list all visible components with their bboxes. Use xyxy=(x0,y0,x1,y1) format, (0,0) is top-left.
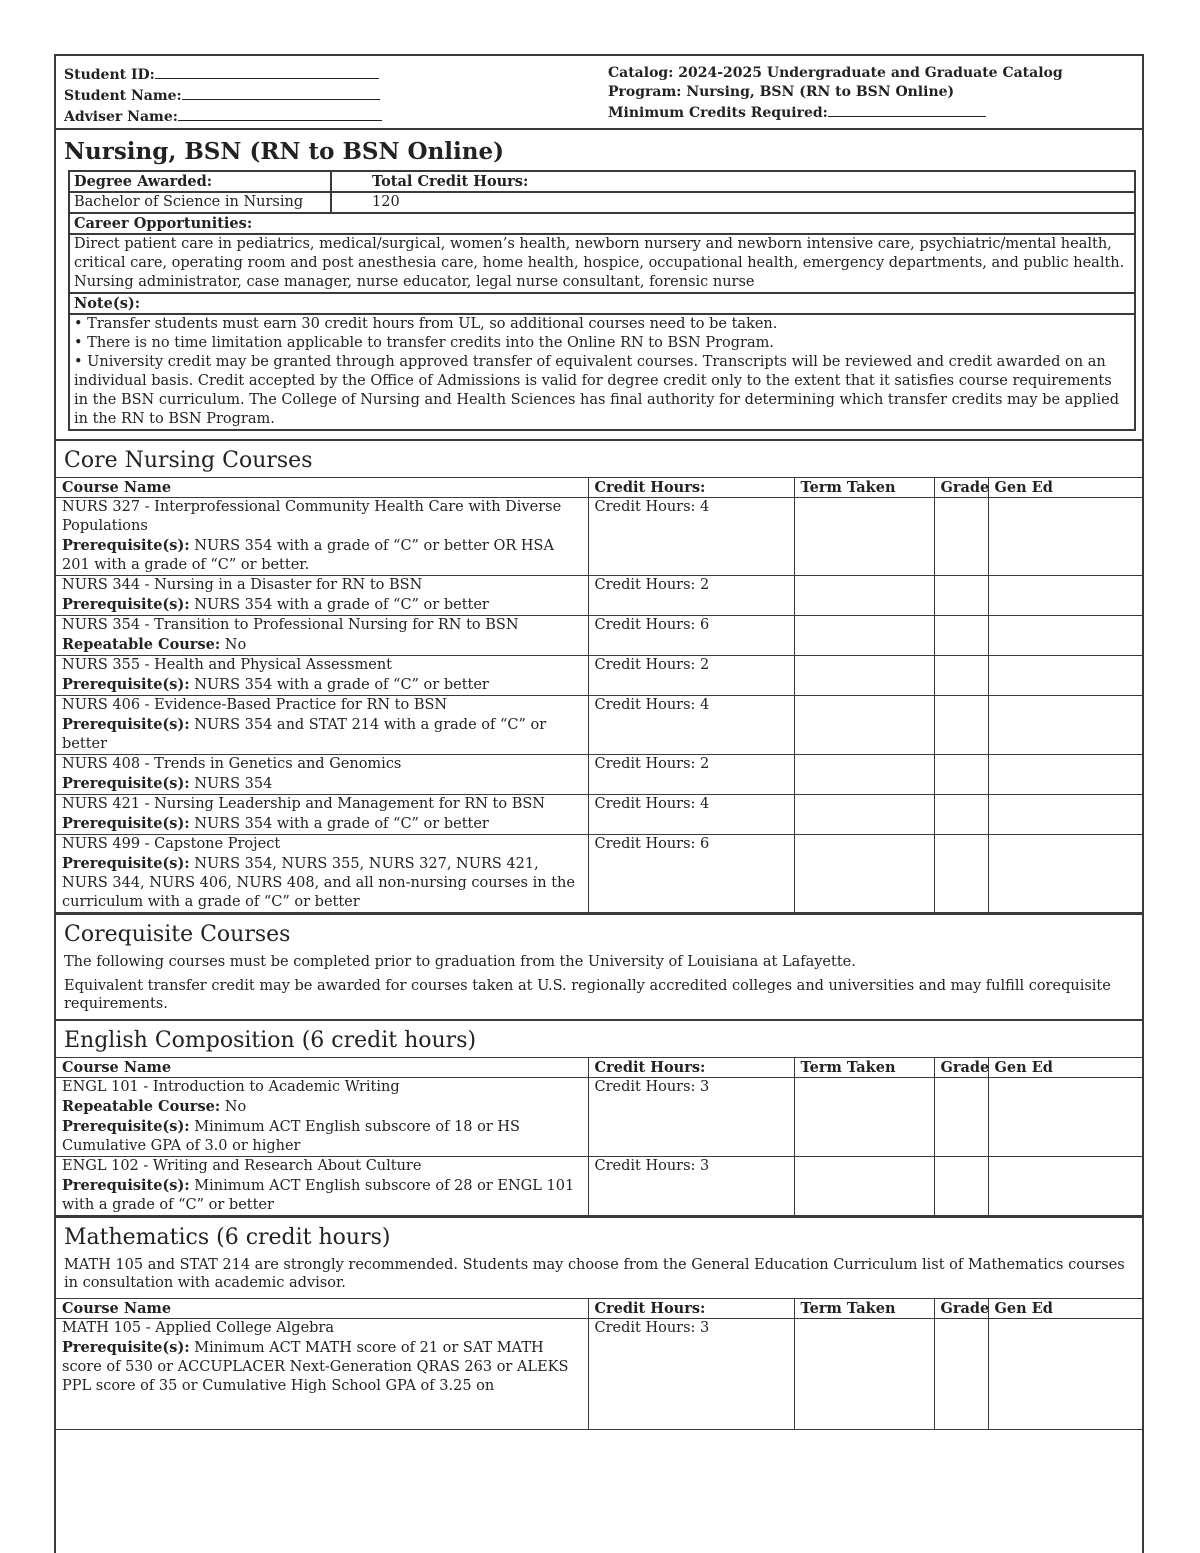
col-grade: Grade xyxy=(934,478,988,498)
math-intro: MATH 105 and STAT 214 are strongly recommended. Students may choose from the General Education Curriculum list of Mathematics courses in consultation with academic advisor. xyxy=(64,1257,1125,1291)
grade-cell[interactable] xyxy=(934,835,988,913)
core-heading: Core Nursing Courses xyxy=(64,448,313,473)
col-credit-hours: Credit Hours: xyxy=(588,478,794,498)
grade-cell[interactable] xyxy=(934,498,988,576)
course-credits: Credit Hours: 3 xyxy=(588,1319,794,1430)
table-row: NURS 499 - Capstone Project Prerequisite(s): NURS 354, NURS 355, NURS 327, NURS 421, NURS 344, NURS 406, NURS 408, and all non-nursing courses in the curriculum with a grade of “C” or better Credit Hours: 6 xyxy=(56,835,1142,913)
col-course-name: Course Name xyxy=(56,1058,588,1078)
core-section xyxy=(56,439,1142,913)
total-credit-hours-label: Total Credit Hours: xyxy=(372,173,529,190)
course-name: NURS 421 - Nursing Leadership and Management for RN to BSN xyxy=(62,796,545,812)
course-name: NURS 408 - Trends in Genetics and Genomics xyxy=(62,756,402,772)
note-item: • University credit may be granted through approved transfer of equivalent courses. Transcripts will be reviewed and credit awarded on an individual basis. Credit accepted by the Office of Admissions is valid for degree credit only to the extent that it satisfies course requirements in the BSN curriculum. The College of Nursing and Health Sciences has final authority for determining which transfer credits may be applied in the RN to BSN Program. xyxy=(74,354,1120,427)
student-header xyxy=(56,56,1142,130)
term-cell[interactable] xyxy=(794,1319,934,1430)
term-cell[interactable] xyxy=(794,696,934,755)
core-course-table xyxy=(56,477,1142,913)
course-credits: Credit Hours: 2 xyxy=(588,755,794,795)
student-id-line: Student ID: xyxy=(64,64,608,85)
gened-cell[interactable] xyxy=(988,835,1142,913)
program-line: Program: Nursing, BSN (RN to BSN Online) xyxy=(608,84,955,100)
col-credit-hours: Credit Hours: xyxy=(588,1299,794,1319)
term-cell[interactable] xyxy=(794,835,934,913)
table-row: NURS 406 - Evidence-Based Practice for RN to BSN Prerequisite(s): NURS 354 and STAT 214 with a grade of “C” or better Credit Hours: 4 xyxy=(56,696,1142,755)
course-name: MATH 105 - Applied College Algebra xyxy=(62,1320,335,1336)
english-section xyxy=(56,1019,1142,1216)
course-credits: Credit Hours: 2 xyxy=(588,656,794,696)
course-name: NURS 406 - Evidence-Based Practice for RN to BSN xyxy=(62,697,448,713)
course-name: NURS 354 - Transition to Professional Nursing for RN to BSN xyxy=(62,617,519,633)
degree-info-box xyxy=(68,170,1136,431)
course-credits: Credit Hours: 4 xyxy=(588,498,794,576)
table-row: NURS 408 - Trends in Genetics and Genomics Prerequisite(s): NURS 354 Credit Hours: 2 xyxy=(56,755,1142,795)
col-gen-ed: Gen Ed xyxy=(988,478,1142,498)
grade-cell[interactable] xyxy=(934,656,988,696)
col-credit-hours: Credit Hours: xyxy=(588,1058,794,1078)
page-title: Nursing, BSN (RN to BSN Online) xyxy=(64,138,504,165)
grade-cell[interactable] xyxy=(934,1078,988,1157)
table-row: MATH 105 - Applied College Algebra Prerequisite(s): Minimum ACT MATH score of 21 or SAT MATH score of 530 or ACCUPLACER Next-Generation QRAS 263 or ALEKS PPL score of 35 or Cumulative High School GPA of 3.25 on Credit Hours: 3 xyxy=(56,1319,1142,1430)
course-name: ENGL 102 - Writing and Research About Culture xyxy=(62,1158,422,1174)
gened-cell[interactable] xyxy=(988,1078,1142,1157)
student-name-blank[interactable] xyxy=(182,85,380,100)
course-credits: Credit Hours: 4 xyxy=(588,795,794,835)
corequisite-heading: Corequisite Courses xyxy=(64,922,291,947)
grade-cell[interactable] xyxy=(934,755,988,795)
course-credits: Credit Hours: 3 xyxy=(588,1078,794,1157)
gened-cell[interactable] xyxy=(988,795,1142,835)
gened-cell[interactable] xyxy=(988,696,1142,755)
gened-cell[interactable] xyxy=(988,656,1142,696)
grade-cell[interactable] xyxy=(934,1319,988,1430)
student-name-line: Student Name: xyxy=(64,85,608,106)
course-name: NURS 344 - Nursing in a Disaster for RN to BSN xyxy=(62,577,423,593)
col-course-name: Course Name xyxy=(56,478,588,498)
col-term-taken: Term Taken xyxy=(794,478,934,498)
notes-label: Note(s): xyxy=(74,295,141,312)
english-heading: English Composition (6 credit hours) xyxy=(64,1028,477,1053)
gened-cell[interactable] xyxy=(988,498,1142,576)
course-credits: Credit Hours: 3 xyxy=(588,1157,794,1216)
course-name: NURS 355 - Health and Physical Assessment xyxy=(62,657,393,673)
table-row: NURS 421 - Nursing Leadership and Management for RN to BSN Prerequisite(s): NURS 354 with a grade of “C” or better Credit Hours: 4 xyxy=(56,795,1142,835)
course-name: NURS 499 - Capstone Project xyxy=(62,836,281,852)
career-label: Career Opportunities: xyxy=(74,215,253,232)
course-name: ENGL 101 - Introduction to Academic Writing xyxy=(62,1079,400,1095)
col-gen-ed: Gen Ed xyxy=(988,1299,1142,1319)
gened-cell[interactable] xyxy=(988,1157,1142,1216)
adviser-name-blank[interactable] xyxy=(178,106,382,121)
course-credits: Credit Hours: 6 xyxy=(588,835,794,913)
total-credit-hours-value: 120 xyxy=(372,194,400,210)
term-cell[interactable] xyxy=(794,795,934,835)
degree-awarded-label: Degree Awarded: xyxy=(70,172,332,191)
course-credits: Credit Hours: 2 xyxy=(588,576,794,616)
worksheet-frame xyxy=(54,54,1144,1553)
math-section xyxy=(56,1216,1142,1430)
table-row: ENGL 101 - Introduction to Academic Writing Repeatable Course: No Prerequisite(s): Minimum ACT English subscore of 18 or HS Cumulative GPA of 3.0 or higher Credit Hours: 3 xyxy=(56,1078,1142,1157)
note-item: • There is no time limitation applicable to transfer credits into the Online RN to BSN Program. xyxy=(74,335,774,351)
corequisite-text-2: Equivalent transfer credit may be awarded for courses taken at U.S. regionally accredited colleges and universities and may fulfill corequisite requirements. xyxy=(64,978,1111,1012)
note-item: • Transfer students must earn 30 credit hours from UL, so additional courses need to be taken. xyxy=(74,316,778,332)
col-course-name: Course Name xyxy=(56,1299,588,1319)
gened-cell[interactable] xyxy=(988,616,1142,656)
grade-cell[interactable] xyxy=(934,795,988,835)
course-credits: Credit Hours: 6 xyxy=(588,616,794,656)
corequisite-text-1: The following courses must be completed prior to graduation from the University of Louisiana at Lafayette. xyxy=(64,954,856,970)
catalog-line: Catalog: 2024-2025 Undergraduate and Graduate Catalog xyxy=(608,65,1063,81)
term-cell[interactable] xyxy=(794,656,934,696)
course-name: NURS 327 - Interprofessional Community Health Care with Diverse Populations xyxy=(62,499,562,534)
gened-cell[interactable] xyxy=(988,1319,1142,1430)
col-grade: Grade xyxy=(934,1058,988,1078)
table-row: NURS 354 - Transition to Professional Nursing for RN to BSN Repeatable Course: No Credit Hours: 6 xyxy=(56,616,1142,656)
table-row: ENGL 102 - Writing and Research About Culture Prerequisite(s): Minimum ACT English subscore of 28 or ENGL 101 with a grade of “C” or better Credit Hours: 3 xyxy=(56,1157,1142,1216)
col-gen-ed: Gen Ed xyxy=(988,1058,1142,1078)
grade-cell[interactable] xyxy=(934,576,988,616)
corequisite-section xyxy=(56,913,1142,1019)
grade-cell[interactable] xyxy=(934,1157,988,1216)
term-cell[interactable] xyxy=(794,1078,934,1157)
term-cell[interactable] xyxy=(794,498,934,576)
english-course-table xyxy=(56,1057,1142,1216)
grade-cell[interactable] xyxy=(934,696,988,755)
term-cell[interactable] xyxy=(794,755,934,795)
min-credits-line: Minimum Credits Required: xyxy=(608,102,1134,123)
term-cell[interactable] xyxy=(794,616,934,656)
min-credits-blank[interactable] xyxy=(828,102,986,117)
table-row: NURS 344 - Nursing in a Disaster for RN to BSN Prerequisite(s): NURS 354 with a grade of “C” or better Credit Hours: 2 xyxy=(56,576,1142,616)
col-term-taken: Term Taken xyxy=(794,1058,934,1078)
student-id-blank[interactable] xyxy=(155,64,379,79)
course-credits: Credit Hours: 4 xyxy=(588,696,794,755)
math-heading: Mathematics (6 credit hours) xyxy=(64,1225,391,1250)
gened-cell[interactable] xyxy=(988,576,1142,616)
career-text: Direct patient care in pediatrics, medical/surgical, women’s health, newborn nursery and newborn intensive care, psychiatric/mental health, critical care, operating room and post anesthesia care, home health, hospice, occupational health, emergency departments, and public health. Nursing administrator, case manager, nurse educator, legal nurse consultant, forensic nurse xyxy=(74,236,1125,290)
table-row: NURS 355 - Health and Physical Assessment Prerequisite(s): NURS 354 with a grade of “C” or better Credit Hours: 2 xyxy=(56,656,1142,696)
gened-cell[interactable] xyxy=(988,755,1142,795)
table-row: NURS 327 - Interprofessional Community Health Care with Diverse Populations Prerequisite(s): NURS 354 with a grade of “C” or better OR HSA 201 with a grade of “C” or better. Credit Hours: 4 xyxy=(56,498,1142,576)
col-grade: Grade xyxy=(934,1299,988,1319)
term-cell[interactable] xyxy=(794,1157,934,1216)
grade-cell[interactable] xyxy=(934,616,988,656)
notes-list xyxy=(70,315,1134,429)
col-term-taken: Term Taken xyxy=(794,1299,934,1319)
degree-awarded-value: Bachelor of Science in Nursing xyxy=(70,193,332,212)
math-course-table xyxy=(56,1298,1142,1430)
adviser-name-line: Adviser Name: xyxy=(64,106,608,127)
term-cell[interactable] xyxy=(794,576,934,616)
